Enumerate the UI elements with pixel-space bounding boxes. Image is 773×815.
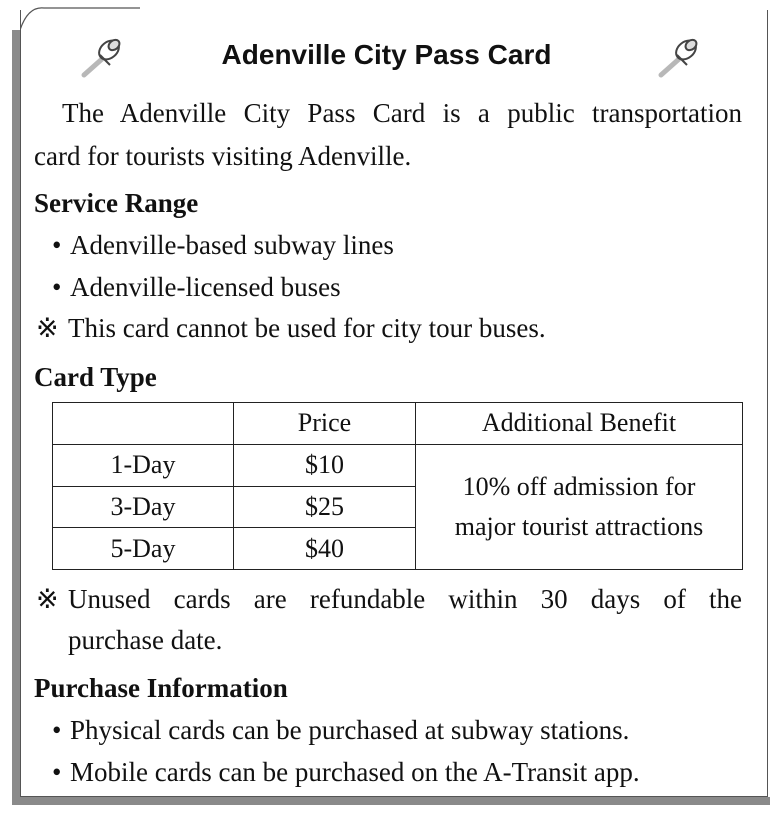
- card-type-cell: 5-Day: [53, 528, 234, 570]
- page-title: Adenville City Pass Card: [221, 39, 552, 70]
- price-cell: $40: [234, 528, 416, 570]
- card-type-cell: 3-Day: [53, 486, 234, 528]
- card-type-cell: 1-Day: [53, 444, 234, 486]
- price-cell: $10: [234, 444, 416, 486]
- table-header-row: [53, 403, 743, 445]
- benefit-line-2: major tourist attractions: [454, 511, 704, 541]
- service-bullet-icon: •: [52, 230, 62, 260]
- purchase-heading: Purchase Information: [34, 673, 288, 703]
- table-header-price: Price: [234, 403, 416, 445]
- benefit-cell: [416, 444, 743, 569]
- service-bullet-2: Adenville-licensed buses: [70, 272, 341, 302]
- price-cell: $25: [234, 486, 416, 528]
- intro-line-2: card for tourists visiting Adenville.: [34, 141, 412, 171]
- note-symbol: ※: [36, 584, 59, 614]
- refund-note-line-2: purchase date.: [68, 625, 223, 655]
- table-row: [53, 444, 743, 486]
- benefit-line-1: 10% off admission for: [462, 471, 696, 501]
- card-shadow-left: [12, 30, 20, 805]
- card-type-table: [52, 402, 743, 570]
- card-type-heading: Card Type: [34, 362, 157, 392]
- purchase-bullet-icon: •: [52, 757, 62, 787]
- intro-line-1: The Adenville City Pass Card is a public transportation: [62, 98, 742, 128]
- card-shadow-bottom: [12, 797, 770, 805]
- purchase-bullet-2: Mobile cards can be purchased on the A-Transit app.: [70, 757, 640, 787]
- service-bullet-icon: •: [52, 272, 62, 302]
- refund-note-line-1: Unused cards are refundable within 30 days of the: [68, 584, 742, 614]
- purchase-bullet-icon: •: [52, 715, 62, 745]
- table-header-cell: [53, 403, 234, 445]
- service-note: This card cannot be used for city tour buses.: [68, 313, 546, 343]
- purchase-bullet-1: Physical cards can be purchased at subway stations.: [70, 715, 630, 745]
- note-symbol: ※: [36, 313, 59, 343]
- table-header-benefit: Additional Benefit: [416, 403, 743, 445]
- service-range-heading: Service Range: [34, 188, 199, 218]
- service-bullet-1: Adenville-based subway lines: [70, 230, 394, 260]
